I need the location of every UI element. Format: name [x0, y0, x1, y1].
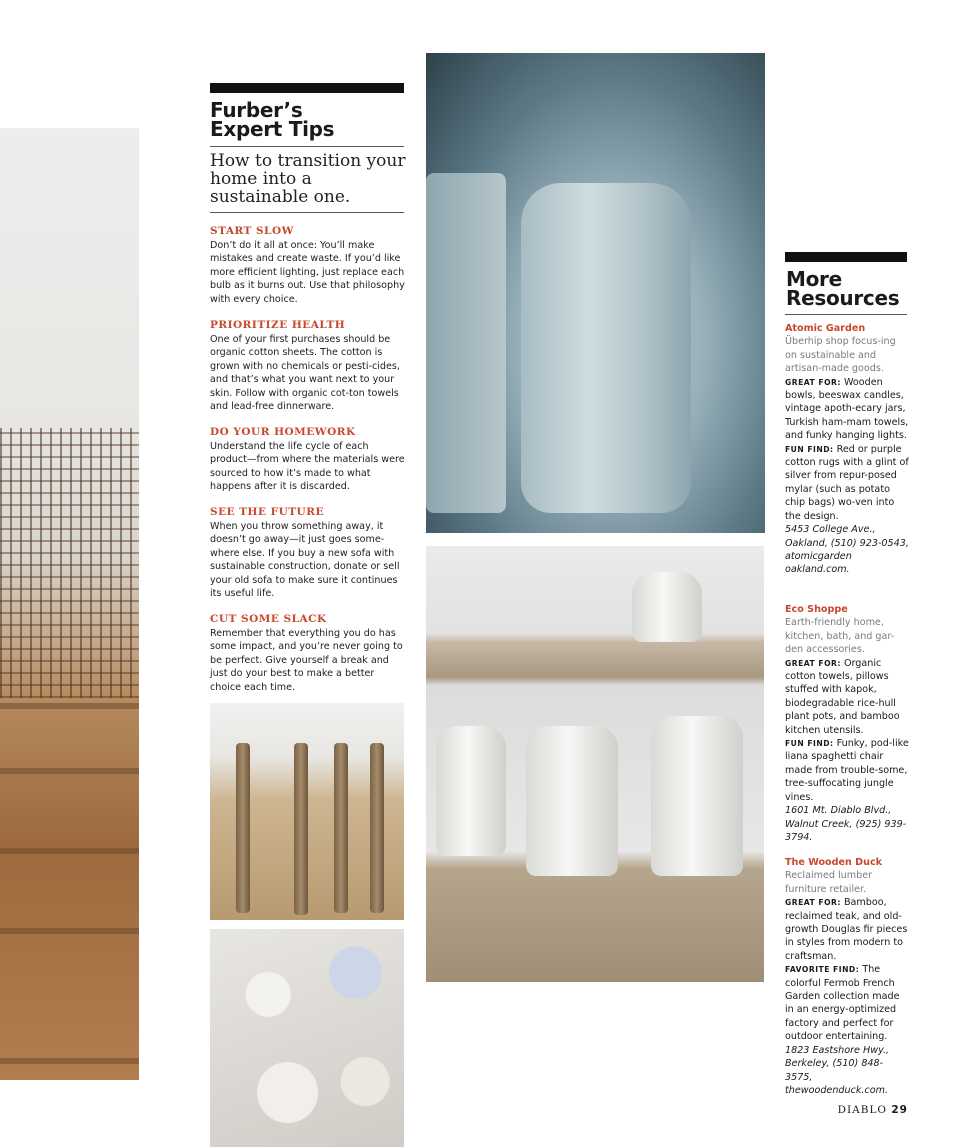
divider: [785, 314, 907, 315]
bottles-photo: [426, 546, 764, 982]
resource-atomic-garden: Atomic Garden Überhip shop focus-ing on sustainable and artisan-made goods. GREAT FOR: Wooden bowls, beeswax candles, vintage apoth-ecary jars, Turkish ham-mam towels, and funky hanging lights. FUN FIND: Red or purple cotton rugs with a glint of silver from repur-posed mylar (such as potato chip bags) wo-ven into the design. 5453 College Ave., Oakland, (510) 923-0543, atomicgarden oakland.com.: [785, 323, 909, 576]
tip-start-slow: [210, 225, 406, 306]
tip-heading: SEE THE FUTURE: [210, 506, 324, 518]
resources-top-bar: [785, 252, 907, 262]
tip-body: When you throw something away, it doesn’t go away—it just goes some-where else. If you buy a new sofa with sustainable construction, donate or sell your old sofa to make sure it continues its useful life.: [210, 521, 400, 600]
fun-find-label: FUN FIND:: [785, 739, 834, 749]
resource-description: Reclaimed lumber furniture retailer.: [785, 870, 873, 895]
tip-heading: START SLOW: [210, 225, 294, 237]
resource-description: Überhip shop focus-ing on sustainable and artisan-made goods.: [785, 336, 896, 375]
teacups-photo: [210, 929, 404, 1147]
wire-basket: [0, 428, 139, 698]
favorite-find-label: FAVORITE FIND:: [785, 965, 860, 975]
tips-subtitle: How to transition your home into a sustainable one.: [210, 151, 406, 207]
fun-find-label: FUN FIND:: [785, 444, 834, 454]
lamps-photo: [210, 703, 404, 920]
page-number: 29: [891, 1104, 908, 1116]
resource-eco-shoppe: Eco Shoppe Earth-friendly home, kitchen, bath, and gar-den accessories. GREAT FOR: Organic cotton towels, pillows stuffed with kapok, biodegradable rice-hull plant pots, and bamboo kitchen utensils. FUN FIND: Funky, pod-like liana spaghetti chair made from trouble-some, tree-suffocating jungle vines. 1601 Mt. Diablo Blvd., Walnut Creek, (925) 939-3794.: [785, 604, 909, 843]
resource-wooden-duck: The Wooden Duck Reclaimed lumber furniture retailer. GREAT FOR: Bamboo, reclaimed teak, and old-growth Douglas fir pieces in styles from modern to craftsman. FAVORITE FIND: The colorful Fermob French Garden collection made in an energy-optimized factory and perfect for outdoor entertaining. 1823 Eastshore Hwy., Berkeley, (510) 848-3575, thewoodenduck.com.: [785, 856, 910, 1097]
tip-see-the-future: [210, 506, 406, 600]
tip-heading: CUT SOME SLACK: [210, 613, 327, 625]
resource-description: Earth-friendly home, kitchen, bath, and gar-den accessories.: [785, 617, 895, 656]
magazine-name: DIABLO: [837, 1104, 888, 1116]
tip-body: Don’t do it all at once: You’ll make mistakes and create waste. If you’d like more efficient lighting, just replace each bulb as it burns out. Use that philosophy with every choice.: [210, 240, 405, 305]
resource-name: Atomic Garden: [785, 323, 866, 334]
great-for-label: GREAT FOR:: [785, 658, 841, 668]
tip-body: Remember that everything you do has some impact, and you’re never going to be perfect. Give yourself a break and just do your best to make a better choice each time.: [210, 628, 403, 693]
great-for-label: GREAT FOR:: [785, 377, 841, 387]
tip-body: Understand the life cycle of each product—from where the materials were sourced to how it’s made to what happens after it is discarded.: [210, 441, 405, 493]
resource-name: The Wooden Duck: [785, 857, 883, 868]
resource-name: Eco Shoppe: [785, 604, 848, 615]
resource-address: 1823 Eastshore Hwy., Berkeley, (510) 848-3575, thewoodenduck.com.: [785, 1044, 890, 1096]
resource-address: 5453 College Ave., Oakland, (510) 923-0543, atomicgarden oakland.com.: [785, 524, 909, 576]
tip-prioritize-health: [210, 319, 406, 413]
resources-title: More Resources: [786, 267, 900, 310]
divider: [210, 212, 404, 213]
tip-body: One of your first purchases should be organic cotton sheets. The cotton is grown with no chemicals or pesti-cides, and that’s what you want next to your skin. Follow with organic cot-ton towels and lead-free dinnerware.: [210, 334, 400, 413]
divider: [210, 146, 404, 147]
great-for-label: GREAT FOR:: [785, 898, 841, 908]
pitcher: [521, 183, 691, 513]
basket-photo: [0, 128, 139, 1080]
tip-do-your-homework: [210, 426, 406, 494]
page-folio: [838, 1104, 908, 1116]
tips-top-bar: [210, 83, 404, 93]
tip-cut-some-slack: [210, 613, 406, 694]
tips-title: Furber’s Expert Tips: [210, 98, 335, 141]
tip-heading: PRIORITIZE HEALTH: [210, 319, 346, 331]
tip-heading: DO YOUR HOMEWORK: [210, 426, 356, 438]
pitcher-photo: [426, 53, 765, 533]
resource-address: 1601 Mt. Diablo Blvd., Walnut Creek, (925) 939-3794.: [785, 805, 907, 843]
